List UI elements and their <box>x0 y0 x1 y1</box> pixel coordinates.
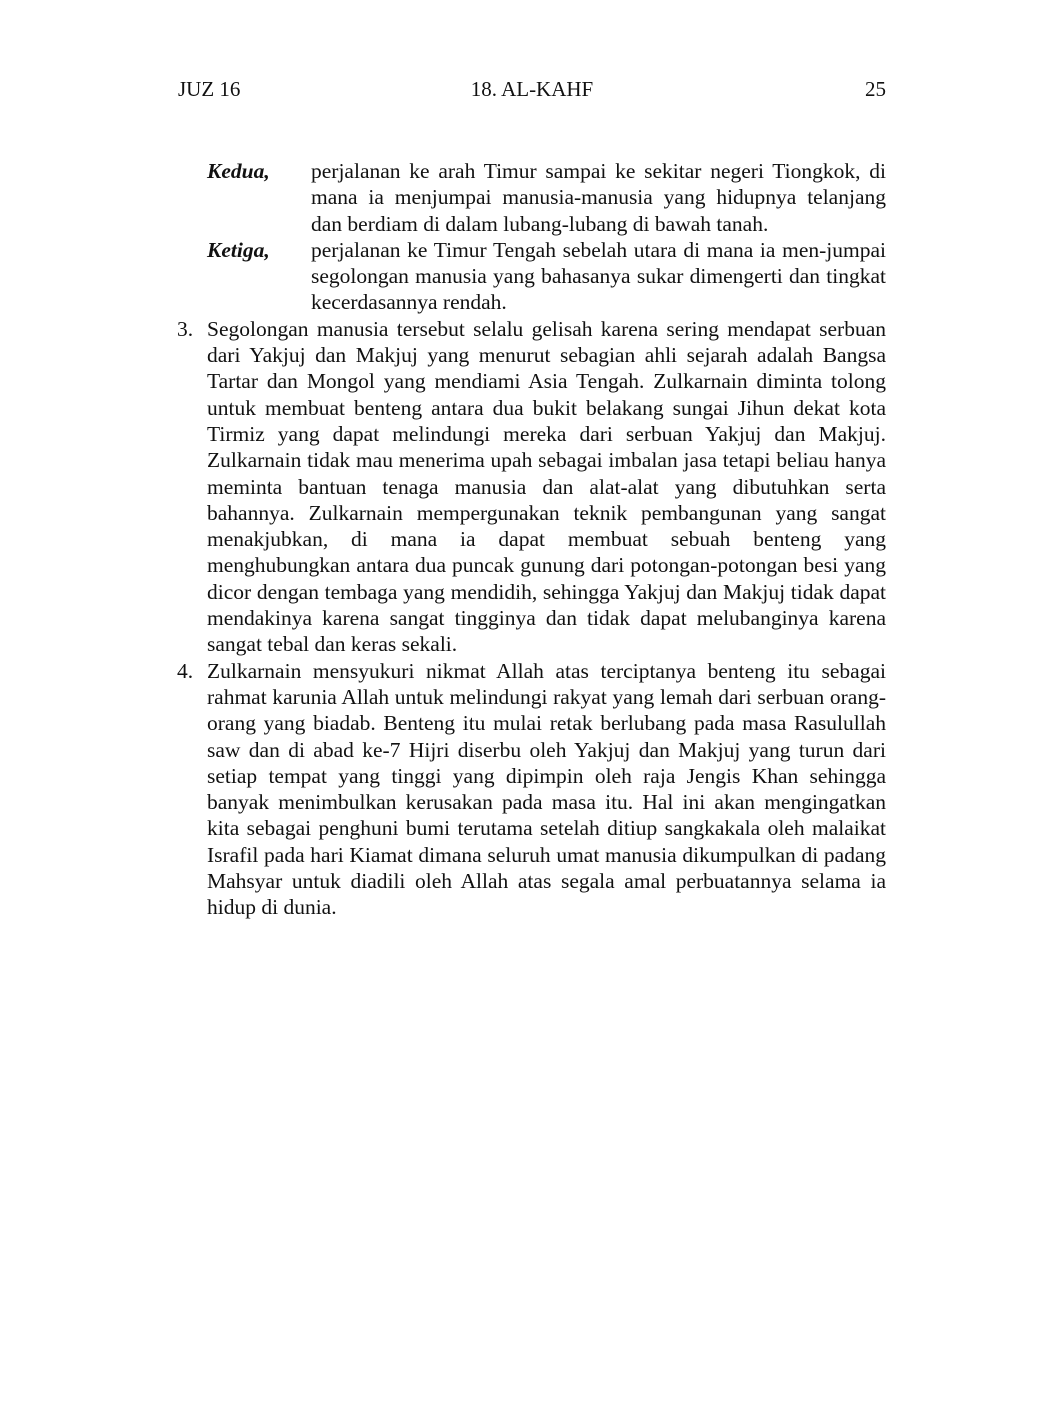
definition-term: Ketiga, <box>207 237 270 262</box>
list-item <box>177 316 886 658</box>
surah-title: 18. AL-KAHF <box>470 77 594 101</box>
definition-row <box>177 158 886 237</box>
definition-row <box>177 237 886 316</box>
page-header <box>178 74 886 104</box>
page-number: 25 <box>865 77 886 101</box>
definition-text: perjalanan ke Timur Tengah sebelah utara di mana ia men-jumpai segolongan manusia yang bahasanya sukar dimengerti dan tingkat kecerdasannya rendah. <box>311 237 886 315</box>
definition-text: perjalanan ke arah Timur sampai ke sekitar negeri Tiongkok, di mana ia menjumpai manusia-manusia yang hidupnya telanjang dan berdiam di dalam lubang-lubang di bawah tanah. <box>311 159 886 236</box>
list-text: Zulkarnain mensyukuri nikmat Allah atas terciptanya benteng itu sebagai rahmat karunia Allah untuk melindungi rakyat yang lemah dari serbuan orang-orang yang biadab. Benteng itu mulai retak berlubang pada masa Rasulullah saw dan di abad ke-7 Hijri diserbu oleh Yakjuj dan Makjuj yang turun dari setiap tempat yang tinggi yang dipimpin oleh raja Jengis Khan sehingga banyak menimbulkan kerusakan pada masa itu. Hal ini akan mengingatkan kita sebagai penghuni bumi terutama setelah ditiup sangkakala oleh malaikat Israfil pada hari Kiamat dimana seluruh umat manusia dikumpulkan di padang Mahsyar untuk diadili oleh Allah atas segala amal perbuatannya selama ia hidup di dunia. <box>207 658 886 920</box>
list-item <box>177 658 886 921</box>
list-text: Segolongan manusia tersebut selalu gelisah karena sering mendapat serbuan dari Yakjuj dan Makjuj yang menurut sebagian ahli sejarah adalah Bangsa Tartar dan Mongol yang mendiami Asia Tengah. Zulkarnain diminta tolong untuk membuat benteng antara dua bukit belakang sungai Jihun dekat kota Tirmiz yang dapat melindungi mereka dari serbuan Yakjuj dan Makjuj. Zulkarnain tidak mau menerima upah sebagai imbalan jasa tetapi beliau hanya meminta bantuan tenaga manusia dan alat-alat yang dibutuhkan serta bahannya. Zulkarnain mempergunakan teknik pembangunan yang sangat menakjubkan, di mana ia dapat membuat sebuah benteng yang menghubungkan antara dua puncak gunung dari potongan-potongan besi yang dicor dengan tembaga yang mendidih, sehingga Yakjuj dan Makjuj tidak dapat mendakinya karena sangat tingginya dan tidak dapat melubanginya karena sangat tebal dan keras sekali. <box>207 316 886 657</box>
page-body <box>177 158 886 921</box>
definition-term: Kedua, <box>207 159 270 183</box>
list-number: 4. <box>177 658 194 683</box>
juz-label: JUZ 16 <box>178 77 241 101</box>
list-number: 3. <box>177 316 194 341</box>
